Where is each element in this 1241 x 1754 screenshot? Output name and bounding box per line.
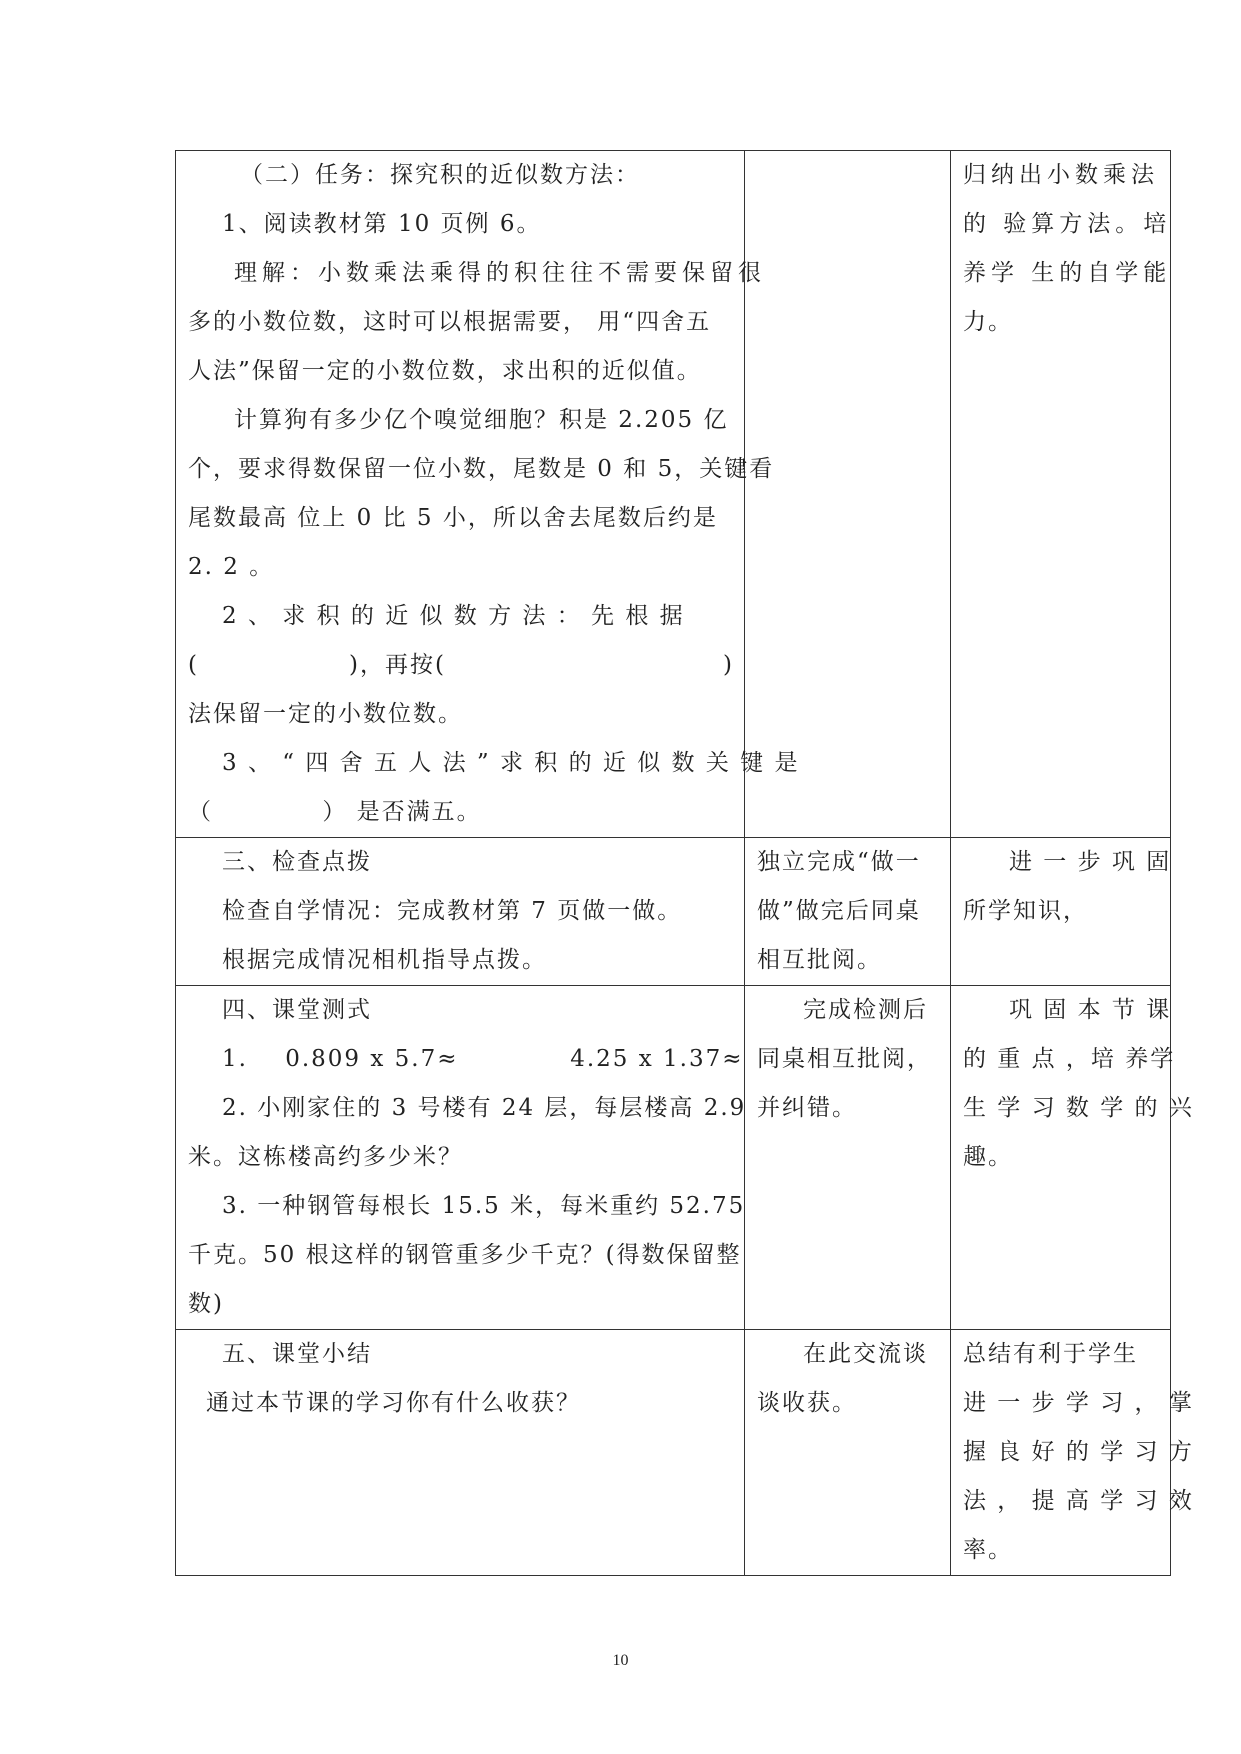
text-line: 个，要求得数保留一位小数，尾数是 0 和 5，关键看: [188, 456, 775, 482]
text-line: 率。: [963, 1537, 1013, 1563]
text-line: 进 一 步 巩 固: [1009, 849, 1172, 875]
student-activity-cell: [745, 838, 951, 986]
text-line: 归纳出小数乘法: [963, 162, 1159, 188]
text-line: 趣。: [963, 1144, 1013, 1170]
text-line: 2. 小刚家住的 3 号楼有 24 层，每层楼高 2.9: [222, 1095, 747, 1121]
blank-line: [176, 788, 744, 837]
text-line: 检查自学情况：完成教材第 7 页做一做。: [222, 898, 683, 924]
text-line: 做”做完后同桌: [757, 898, 921, 924]
text-line: 3 、 “ 四 舍 五 人 法 ” 求 积 的 近 似 数 关 键 是: [222, 750, 800, 776]
activity-cell: [176, 986, 745, 1330]
activity-cell: [176, 151, 800, 838]
text-line: 通过本节课的学习你有什么收获？: [206, 1390, 581, 1416]
text-line: 并纠错。: [757, 1095, 857, 1121]
table-row: [176, 838, 1171, 986]
lesson-plan-table: [175, 150, 1194, 1576]
text-line: 握 良 好 的 学 习 方: [963, 1439, 1194, 1465]
text-line: 养学 生的自学能: [963, 260, 1172, 286]
text-line: 巩 固 本 节 课: [1009, 997, 1172, 1023]
text-line: 总结有利于学生: [963, 1341, 1138, 1367]
text-line: 进 一 步 学 习 ， 掌: [963, 1390, 1194, 1416]
text-line: 谈收获。: [757, 1390, 857, 1416]
table-row: [176, 986, 1171, 1330]
text-line: 理解：小数乘法乘得的积往往不需要保留很: [234, 260, 766, 286]
text-line: 2. 2 。: [188, 554, 275, 580]
activity-cell: [176, 1330, 745, 1576]
text-line: 的 验算方法。培: [963, 211, 1172, 237]
student-activity-cell: [745, 986, 951, 1330]
text-line: 1、阅读教材第 10 页例 6。: [222, 211, 542, 237]
text-line: 计算狗有多少亿个嗅觉细胞？积是 2.205 亿: [234, 407, 729, 433]
design-intent-cell: [951, 838, 1171, 986]
text-line: 力。: [963, 309, 1013, 335]
text-line: 法 ， 提 高 学 习 效: [963, 1488, 1194, 1514]
section-heading: 四、课堂测式: [222, 997, 372, 1023]
blank-line: [176, 641, 744, 690]
student-activity-cell: [745, 1330, 951, 1576]
section-heading: 五、课堂小结: [222, 1341, 372, 1367]
page-number: 10: [612, 1652, 629, 1669]
activity-cell: [176, 838, 745, 986]
text-line: 1. 0.809 x 5.7≈ 4.25 x 1.37≈: [222, 1046, 744, 1072]
text-line: 完成检测后: [803, 997, 928, 1023]
text-line: 2 、 求 积 的 近 似 数 方 法 ： 先 根 据: [222, 603, 685, 629]
student-activity-cell: [745, 151, 951, 838]
text-line: 米。这栋楼高约多少米？: [188, 1144, 463, 1170]
text-line: 的 重 点 ，培 养学: [963, 1046, 1176, 1072]
text-line: 所学知识，: [963, 898, 1088, 924]
section-heading: （二）任务：探究积的近似数方法：: [240, 162, 640, 188]
design-intent-cell: [951, 1330, 1194, 1576]
design-intent-cell: [951, 151, 1171, 838]
text-line: 在此交流谈: [803, 1341, 928, 1367]
text-line: 生 学 习 数 学 的 兴: [963, 1095, 1194, 1121]
text-line: 数): [188, 1291, 224, 1317]
close-paren: ): [723, 652, 734, 678]
text-line: 多的小数位数，这时可以根据需要， 用“四舍五: [188, 309, 712, 335]
table-row: [176, 151, 1171, 838]
text-line: 独立完成“做一: [757, 849, 921, 875]
design-intent-cell: [951, 986, 1194, 1330]
text-line: 人法”保留一定的小数位数，求出积的近似值。: [188, 358, 702, 384]
text-line: 尾数最高 位上 0 比 5 小，所以舍去尾数后约是: [188, 505, 718, 531]
text-fragment: )，再按(: [348, 652, 446, 678]
text-line: 3. 一种钢管每根长 15.5 米，每米重约 52.75: [222, 1193, 746, 1219]
open-paren: （: [188, 799, 213, 825]
text-line: 相互批阅。: [757, 947, 882, 973]
open-paren: (: [188, 652, 199, 678]
text-line: 法保留一定的小数位数。: [188, 701, 463, 727]
section-heading: 三、检查点拨: [222, 849, 372, 875]
text-line: 根据完成情况相机指导点拨。: [222, 947, 547, 973]
table-row: [176, 1330, 1171, 1576]
text-line: 同桌相互批阅，: [757, 1046, 932, 1072]
text-fragment: ） 是否满五。: [322, 799, 482, 825]
text-line: 千克。50 根这样的钢管重多少千克？(得数保留整: [188, 1242, 742, 1268]
